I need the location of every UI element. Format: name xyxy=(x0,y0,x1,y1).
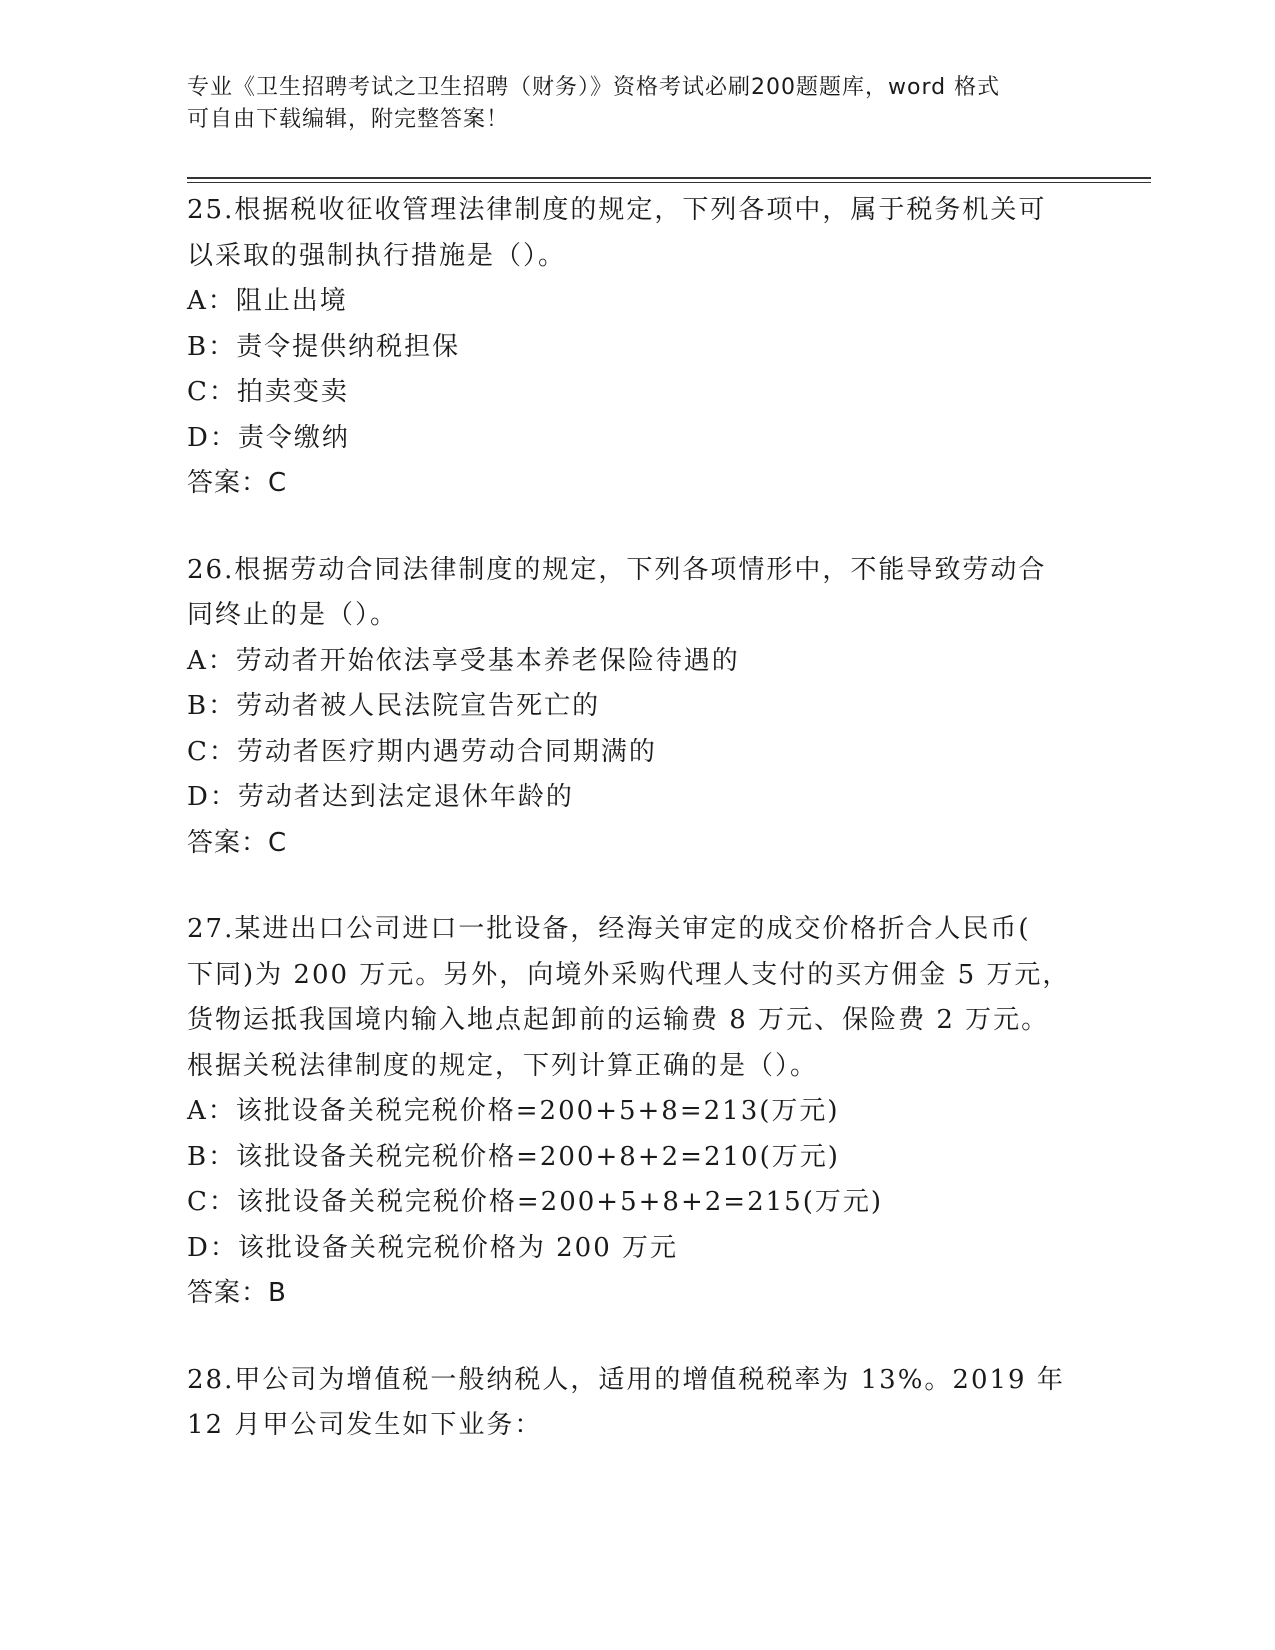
question-stem-line: 27.某进出口公司进口一批设备，经海关审定的成交价格折合人民币( xyxy=(187,914,1031,944)
option-a: A：劳动者开始依法享受基本养老保险待遇的 xyxy=(187,645,740,676)
question-list xyxy=(187,188,1107,1490)
question-stem-line: 以采取的强制执行措施是（）。 xyxy=(187,240,567,271)
option-d: D：劳动者达到法定退休年龄的 xyxy=(187,782,574,812)
question-27 xyxy=(187,907,1107,1317)
question-25 xyxy=(187,188,1107,507)
question-stem-line: 货物运抵我国境内输入地点起卸前的运输费 8 万元、保险费 2 万元。 xyxy=(187,1005,1050,1035)
question-stem-line: 同终止的是（）。 xyxy=(187,600,399,630)
answer: 答案：B xyxy=(187,1278,287,1308)
header-divider-thick xyxy=(187,177,1151,179)
question-28 xyxy=(187,1358,1107,1449)
question-stem-line: 25.根据税收征收管理法律制度的规定，下列各项中，属于税务机关可 xyxy=(187,195,1047,225)
option-d: D：责令缴纳 xyxy=(187,422,350,453)
option-c: C：该批设备关税完税价格=200+5+8+2=215(万元) xyxy=(187,1187,883,1217)
question-stem-line: 26.根据劳动合同法律制度的规定，下列各项情形中，不能导致劳动合 xyxy=(187,554,1047,585)
question-stem-line: 12 月甲公司发生如下业务： xyxy=(187,1410,543,1440)
question-stem-line: 下同)为 200 万元。另外，向境外采购代理人支付的买方佣金 5 万元， xyxy=(187,959,1071,990)
header-line-1: 专业《卫生招聘考试之卫生招聘（财务）》资格考试必刷200题题库，word 格式 xyxy=(187,75,1001,100)
option-a: A：阻止出境 xyxy=(187,286,348,316)
header-divider-thin xyxy=(187,182,1151,183)
option-c: C：拍卖变卖 xyxy=(187,377,349,407)
header-line-2: 可自由下载编辑，附完整答案！ xyxy=(187,107,510,132)
option-a: A：该批设备关税完税价格=200+5+8=213(万元) xyxy=(187,1096,840,1126)
option-c: C：劳动者医疗期内遇劳动合同期满的 xyxy=(187,736,657,767)
question-26 xyxy=(187,548,1107,867)
option-d: D：该批设备关税完税价格为 200 万元 xyxy=(187,1232,679,1263)
answer: 答案：C xyxy=(187,468,288,498)
document-header xyxy=(187,72,1087,136)
question-stem-line: 28.甲公司为增值税一般纳税人，适用的增值税税率为 13%。2019 年 xyxy=(187,1364,1065,1395)
option-b: B：该批设备关税完税价格=200+8+2=210(万元) xyxy=(187,1141,840,1172)
option-b: B：劳动者被人民法院宣告死亡的 xyxy=(187,691,601,721)
question-stem-line: 根据关税法律制度的规定，下列计算正确的是（）。 xyxy=(187,1050,819,1081)
answer: 答案：C xyxy=(187,827,288,858)
option-b: B：责令提供纳税担保 xyxy=(187,331,461,362)
